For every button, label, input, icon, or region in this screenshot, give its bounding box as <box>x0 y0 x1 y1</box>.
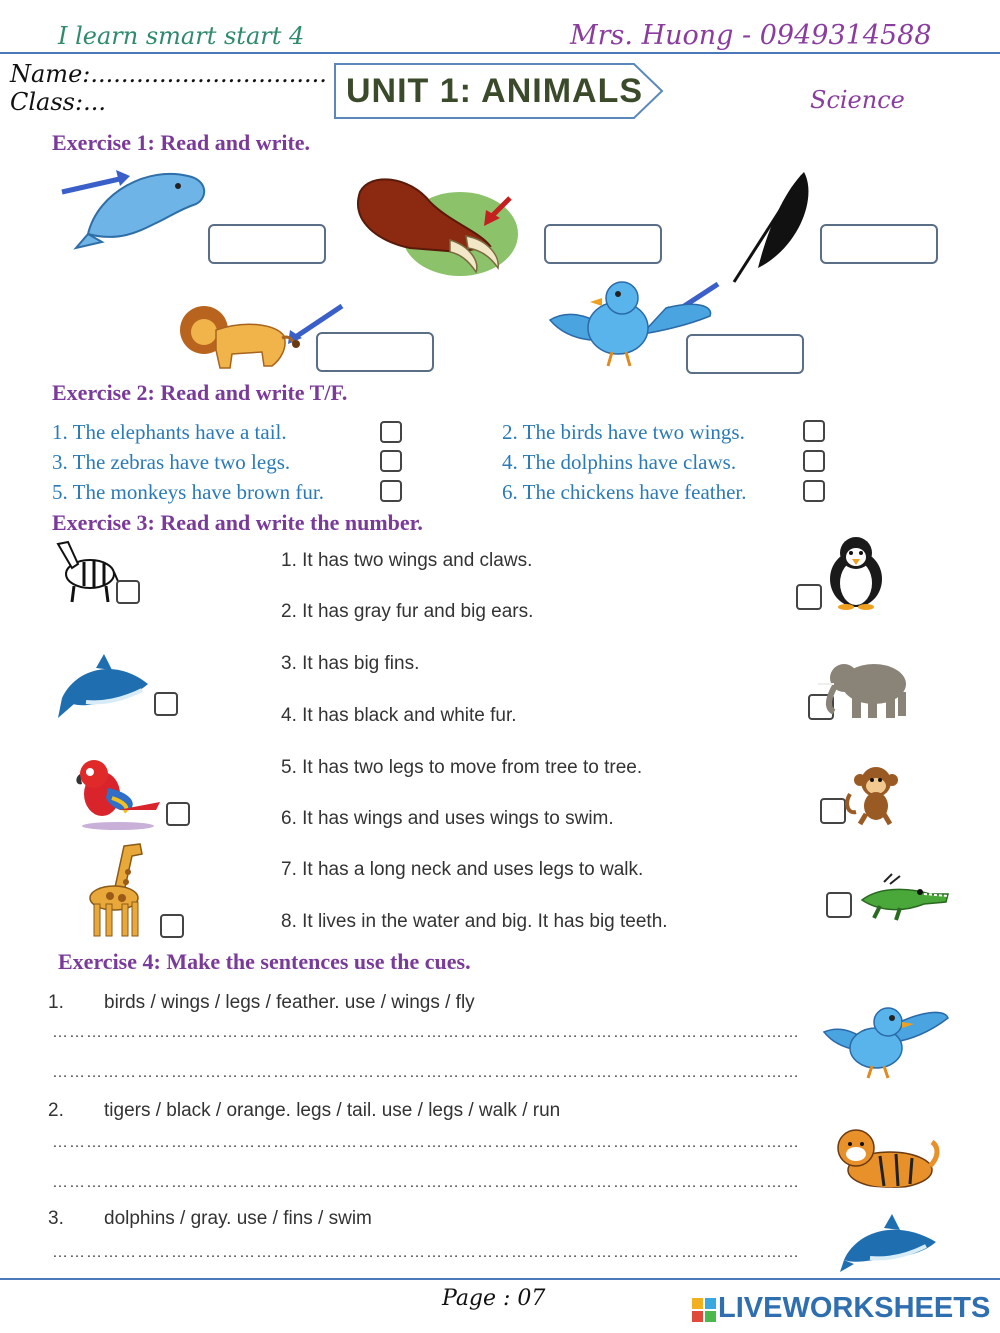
page-number: Page : 07 <box>442 1286 546 1311</box>
feather-picture <box>728 168 818 288</box>
claw-picture <box>350 172 520 282</box>
ex1-answer-box-bird[interactable] <box>686 334 804 374</box>
dolphin-picture-3 <box>840 1212 940 1272</box>
dolphin-picture <box>58 162 218 252</box>
name-label: Name:............................... <box>10 60 327 88</box>
ex3-checkbox-crocodile[interactable] <box>826 892 852 918</box>
unit-title: UNIT 1: ANIMALS <box>346 72 644 110</box>
ex4-answer-line-2b[interactable]: …………………………………………………………………………………………………………………… <box>52 1174 800 1191</box>
exercise1-title: Exercise 1: Read and write. <box>52 130 311 155</box>
giraffe-picture <box>84 842 154 938</box>
ex4-cue-1: birds / wings / legs / feather. use / wings / fly <box>104 992 475 1013</box>
exercise3-title: Exercise 3: Read and write the number. <box>52 510 423 535</box>
tf-statement-4: 4. The dolphins have claws. <box>502 450 737 474</box>
header-divider <box>0 52 1000 54</box>
ex4-number-2: 2. <box>48 1100 64 1121</box>
tf-checkbox-3[interactable] <box>380 450 402 472</box>
ex1-answer-box-claw[interactable] <box>544 224 662 264</box>
ex3-statement-8: 8. It lives in the water and big. It has big teeth. <box>281 911 668 932</box>
ex4-answer-line-2a[interactable]: …………………………………………………………………………………………………………………… <box>52 1134 800 1151</box>
penguin-picture <box>820 535 890 611</box>
ex3-statement-1: 1. It has two wings and claws. <box>281 550 533 571</box>
tf-statement-5: 5. The monkeys have brown fur. <box>52 480 324 504</box>
ex4-cue-2: tigers / black / orange. legs / tail. use / legs / walk / run <box>104 1100 561 1121</box>
tf-statement-3: 3. The zebras have two legs. <box>52 450 291 474</box>
ex3-checkbox-zebra[interactable] <box>116 580 140 604</box>
class-label: Class:... <box>10 88 106 116</box>
tiger-picture <box>830 1120 940 1200</box>
ex3-checkbox-penguin[interactable] <box>796 584 822 610</box>
ex3-statement-3: 3. It has big fins. <box>281 653 420 674</box>
exercise4-title: Exercise 4: Make the sentences use the cues. <box>58 949 471 974</box>
bird-picture-2 <box>822 1002 952 1082</box>
ex4-answer-line-1a[interactable]: …………………………………………………………………………………………………………………… <box>52 1024 800 1041</box>
tf-checkbox-1[interactable] <box>380 421 402 443</box>
ex4-number-1: 1. <box>48 992 64 1013</box>
ex1-answer-box-lion[interactable] <box>316 332 434 372</box>
exercise2-title: Exercise 2: Read and write T/F. <box>52 380 348 405</box>
tf-checkbox-4[interactable] <box>803 450 825 472</box>
tf-checkbox-2[interactable] <box>803 420 825 442</box>
tf-statement-1: 1. The elephants have a tail. <box>52 420 287 444</box>
elephant-picture <box>814 654 914 720</box>
ex3-checkbox-parrot[interactable] <box>166 802 190 826</box>
header-right-text: Mrs. Huong - 0949314588 <box>570 20 932 51</box>
footer-divider <box>0 1278 1000 1280</box>
dolphin-picture-2 <box>56 654 156 724</box>
ex3-checkbox-dolphin[interactable] <box>154 692 178 716</box>
tf-checkbox-6[interactable] <box>803 480 825 502</box>
ex3-statement-2: 2. It has gray fur and big ears. <box>281 601 534 622</box>
ex3-statement-7: 7. It has a long neck and uses legs to walk. <box>281 859 644 880</box>
ex4-answer-line-3a[interactable]: …………………………………………………………………………………………………………………… <box>52 1244 800 1261</box>
ex3-checkbox-monkey[interactable] <box>820 798 846 824</box>
ex3-statement-5: 5. It has two legs to move from tree to tree. <box>281 757 643 778</box>
crocodile-picture <box>860 872 950 922</box>
liveworksheets-logo-icon <box>692 1298 716 1322</box>
liveworksheets-brand[interactable]: LIVEWORKSHEETS <box>718 1292 991 1324</box>
ex3-statement-4: 4. It has black and white fur. <box>281 705 517 726</box>
ex3-statement-6: 6. It has wings and uses wings to swim. <box>281 808 614 829</box>
monkey-picture <box>844 764 904 826</box>
tf-checkbox-5[interactable] <box>380 480 402 502</box>
ex1-answer-box-dolphin[interactable] <box>208 224 326 264</box>
zebra-picture <box>50 538 120 604</box>
ex4-answer-line-1b[interactable]: …………………………………………………………………………………………………………………… <box>52 1064 800 1081</box>
subject-label: Science <box>810 86 905 114</box>
ex3-checkbox-giraffe[interactable] <box>160 914 184 938</box>
ex4-cue-3: dolphins / gray. use / fins / swim <box>104 1208 372 1229</box>
tf-statement-6: 6. The chickens have feather. <box>502 480 747 504</box>
ex4-number-3: 3. <box>48 1208 64 1229</box>
header-left-text: I learn smart start 4 <box>58 22 305 50</box>
ex1-answer-box-feather[interactable] <box>820 224 938 264</box>
parrot-picture <box>68 758 168 830</box>
tf-statement-2: 2. The birds have two wings. <box>502 420 745 444</box>
